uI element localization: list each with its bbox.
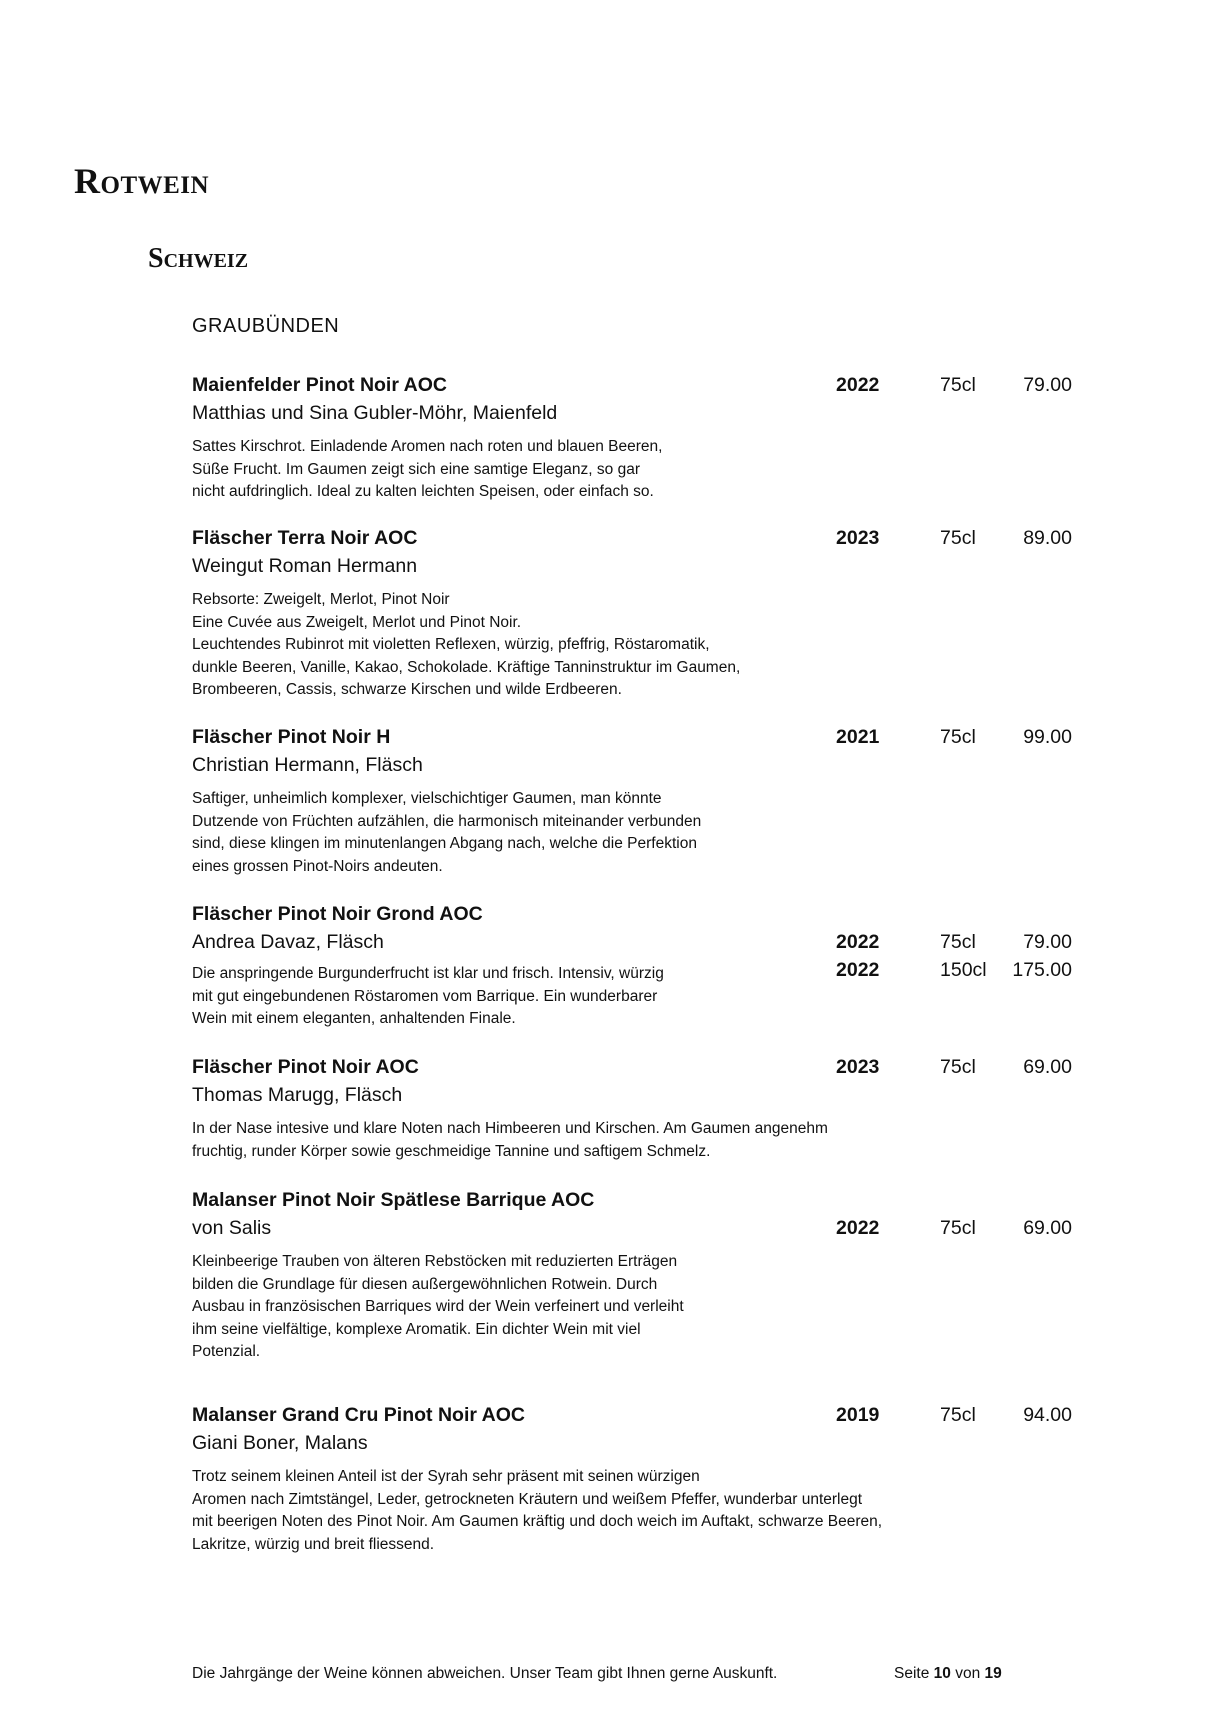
wine-entry [192, 726, 1092, 878]
wine-entry [192, 1056, 1092, 1163]
wine-description: Rebsorte: Zweigelt, Merlot, Pinot Noir Eine Cuvée aus Zweigelt, Merlot und Pinot Noir. Leuchtendes Rubinrot mit violetten Reflexen, würzig, pfeffrig, Röstaromatik, dunkle Beeren, Vanille, Kakao, Schokolade. Kräftige Tanninstruktur im Gaumen, Brombeeren, Cassis, schwarze Kirschen und wilde Erdbeeren. [192, 591, 741, 698]
wine-name: Fläscher Pinot Noir H [192, 726, 391, 748]
wine-producer: Giani Boner, Malans [192, 1432, 368, 1454]
wine-entry [192, 903, 1092, 1031]
wine-year: 2023 [836, 1056, 880, 1078]
wine-year: 2022 [836, 1217, 880, 1239]
wine-price: 69.00 [1023, 1056, 1072, 1078]
wine-year-large: 2022 [836, 959, 880, 981]
wine-size: 75cl [940, 527, 976, 549]
wine-producer: Christian Hermann, Fläsch [192, 754, 423, 776]
wine-size: 75cl [940, 726, 976, 748]
wine-year: 2022 [836, 374, 880, 396]
wine-price: 69.00 [1023, 1217, 1072, 1239]
wine-year: 2019 [836, 1404, 880, 1426]
wine-name: Fläscher Pinot Noir Grond AOC [192, 903, 483, 925]
wine-price: 79.00 [1023, 374, 1072, 396]
wine-producer: Weingut Roman Hermann [192, 555, 418, 577]
wine-entry [192, 1189, 1092, 1364]
wine-description: In der Nase intesive und klare Noten nach Himbeeren und Kirschen. Am Gaumen angenehm fruchtig, runder Körper sowie geschmeidige Tannine und saftigem Schmelz. [192, 1120, 828, 1160]
wine-entry [192, 527, 1092, 702]
wine-description: Kleinbeerige Trauben von älteren Rebstöcken mit reduzierten Erträgen bilden die Grundlage für diesen außergewöhnlichen Rotwein. Durch Ausbau in französischen Barriques wird der Wein verfeinert und verleiht ihm seine vielfältige, komplexe Aromatik. Ein dichter Wein mit viel Potenzial. [192, 1253, 684, 1360]
page-heading: Rotwein [74, 161, 210, 201]
wine-name: Fläscher Terra Noir AOC [192, 527, 418, 549]
wine-producer: Thomas Marugg, Fläsch [192, 1084, 403, 1106]
wine-year: 2023 [836, 527, 880, 549]
wine-name: Malanser Pinot Noir Spätlese Barrique AOC [192, 1189, 595, 1211]
wine-producer: von Salis [192, 1217, 272, 1239]
wine-price: 94.00 [1023, 1404, 1072, 1426]
wine-year: 2022 [836, 931, 880, 953]
wine-size: 75cl [940, 1056, 976, 1078]
wine-name: Malanser Grand Cru Pinot Noir AOC [192, 1404, 525, 1426]
wine-price: 99.00 [1023, 726, 1072, 748]
wine-size: 75cl [940, 374, 976, 396]
country-heading: Schweiz [148, 243, 249, 274]
wine-description: Trotz seinem kleinen Anteil ist der Syrah sehr präsent mit seinen würzigen Aromen nach Zimtstängel, Leder, getrockneten Kräutern und weißem Pfeffer, wunderbar unterlegt mit beerigen Noten des Pinot Noir. Am Gaumen kräftig und doch weich im Auftakt, schwarze Beeren, Lakritze, würzig und breit fliessend. [192, 1468, 883, 1553]
wine-size: 75cl [940, 1217, 976, 1239]
wine-name: Fläscher Pinot Noir AOC [192, 1056, 419, 1078]
footer-note: Die Jahrgänge der Weine können abweichen. Unser Team gibt Ihnen gerne Auskunft. [192, 1665, 778, 1682]
wine-price-large: 175.00 [1012, 959, 1072, 981]
wine-producer: Matthias und Sina Gubler-Möhr, Maienfeld [192, 402, 558, 424]
wine-description: Sattes Kirschrot. Einladende Aromen nach roten und blauen Beeren, Süße Frucht. Im Gaumen zeigt sich eine samtige Eleganz, so gar nicht aufdringlich. Ideal zu kalten leichten Speisen, oder einfach so. [192, 438, 663, 500]
wine-entry [192, 374, 1092, 504]
wine-description: Saftiger, unheimlich komplexer, vielschichtiger Gaumen, man könnte Dutzende von Früchten aufzählen, die harmonisch miteinander verbunden sind, diese klingen im minutenlangen Abgang nach, welche die Perfektion eines grossen Pinot-Noirs andeuten. [192, 790, 702, 875]
wine-producer: Andrea Davaz, Fläsch [192, 931, 384, 953]
wine-entry [192, 1404, 1092, 1556]
wine-size: 75cl [940, 1404, 976, 1426]
wine-size: 75cl [940, 931, 976, 953]
wine-year: 2021 [836, 726, 880, 748]
wine-description: Die anspringende Burgunderfrucht ist klar und frisch. Intensiv, würzig mit gut eingebundenen Röstaromen vom Barrique. Ein wunderbarer Wein mit einem eleganten, anhaltenden Finale. [192, 965, 664, 1027]
wine-price: 89.00 [1023, 527, 1072, 549]
wine-size-large: 150cl [940, 959, 987, 981]
region-heading: GRAUBÜNDEN [192, 315, 340, 337]
wine-name: Maienfelder Pinot Noir AOC [192, 374, 447, 396]
wine-price: 79.00 [1023, 931, 1072, 953]
page-number: Seite 10 von 19 [894, 1665, 1002, 1682]
